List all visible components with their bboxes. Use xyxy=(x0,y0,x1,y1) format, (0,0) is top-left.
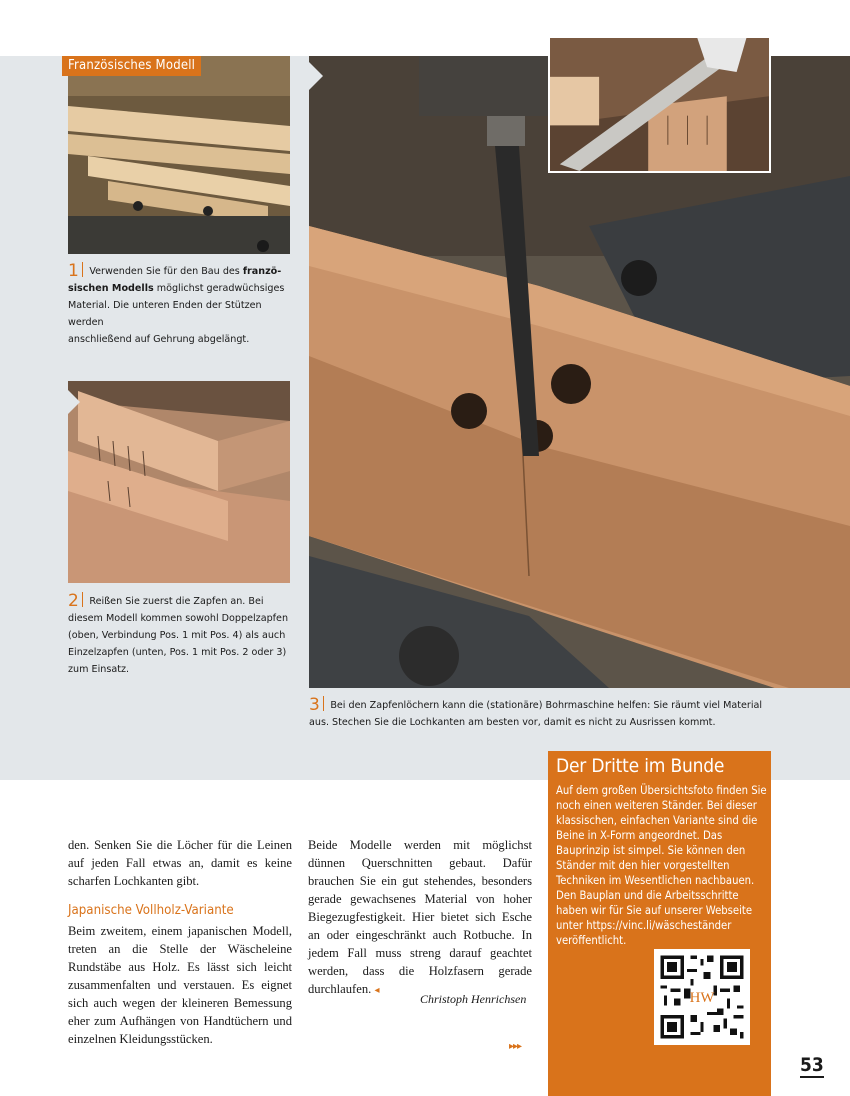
article-paragraph: Beim zweitem, einem japanischen Modell, treten an die Stelle der Wäscheleine Rundstäbe aus Holz. Es lässt sich leicht zusammenfalten und verstauen. Es eignet sich auch wegen der kleineren Bemessung eher zum Aufhängen von Handtüchern und einzelnen Kleidungsstücken. xyxy=(68,924,292,1046)
caption-2-text-5: zum Einsatz. xyxy=(68,664,130,675)
caption-2 xyxy=(68,592,290,678)
article-column-2 xyxy=(308,836,532,1000)
caption-bar xyxy=(323,696,325,711)
photo-saw-inset xyxy=(548,36,771,173)
photo-pointer-3 xyxy=(309,62,323,90)
qr-logo: HW xyxy=(689,989,715,1006)
photo-pointer-2 xyxy=(68,390,80,414)
caption-3 xyxy=(309,696,769,731)
caption-3-text: Bei den Zapfenlöchern kann die (stationäre) Bohrmaschine helfen: Sie räumt viel Material xyxy=(330,700,763,711)
sidebar-box xyxy=(548,751,771,1096)
caption-3-text-2: aus. Stechen Sie die Lochkanten am besten vor, damit es nicht zu Ausrissen kommt. xyxy=(309,717,716,728)
caption-3-number: 3 xyxy=(309,695,320,715)
caption-1-text: Verwenden Sie für den Bau des xyxy=(89,266,243,277)
caption-2-text: Reißen Sie zuerst die Zapfen an. Bei xyxy=(89,596,264,607)
caption-bar xyxy=(82,592,84,607)
caption-1 xyxy=(68,262,290,348)
end-mark: ◂ xyxy=(374,985,380,996)
photo-tenons xyxy=(68,381,290,583)
sidebar-box-title: Der Dritte im Bunde xyxy=(556,755,725,777)
caption-2-text-2: diesem Modell kommen sowohl Doppelzapfen xyxy=(68,613,289,624)
photo-boards xyxy=(68,56,290,254)
caption-1-bold-2: sischen Modells xyxy=(68,283,154,294)
caption-2-text-4: Einzelzapfen (unten, Pos. 1 mit Pos. 2 oder 3) xyxy=(68,647,287,658)
caption-1-bold: franzö- xyxy=(242,266,282,277)
qr-code[interactable] xyxy=(654,949,750,1045)
caption-1-number: 1 xyxy=(68,261,79,281)
article-paragraph-text: Beide Modelle werden mit möglichst dünnen Querschnitten gebaut. Dafür brauchen Sie ein gut stehendes, besonders gerade gewachsenes Material von hoher Biegezugfestigkeit. Hier bietet sich Esche an oder eingeschränkt auch Rotbuche. In jedem Fall muss streng darauf geachtet werden, dass die Holzfasern gerade durchlaufen. xyxy=(308,838,532,996)
caption-1-text-2: möglichst geradwüchsiges xyxy=(153,283,285,294)
caption-2-text-3: (oben, Verbindung Pos. 1 mit Pos. 4) als auch xyxy=(68,630,286,641)
section-tag: Französisches Modell xyxy=(62,56,201,76)
article-paragraph xyxy=(308,836,532,1000)
author: Christoph Henrichsen xyxy=(420,992,527,1006)
subheading-japanese: Japanische Vollholz-Variante xyxy=(68,903,234,918)
continue-arrows: ▸▸▸ xyxy=(509,1041,522,1052)
article-column-1 xyxy=(68,836,292,1048)
caption-2-number: 2 xyxy=(68,591,79,611)
caption-bar xyxy=(82,262,84,277)
article-paragraph: den. Senken Sie die Löcher für die Leinen auf jeden Fall etwas an, damit es keine scharfen Lochkanten gibt. xyxy=(68,838,292,888)
caption-1-text-3: Material. Die unteren Enden der Stützen werden xyxy=(68,300,262,328)
sidebar-box-text: Auf dem großen Übersichtsfoto finden Sie noch einen weiteren Ständer. Bei dieser klassischen, einfachen Variante sind die Beine in X-Form angeordnet. Das Bauprinzip ist simpel. Sie können den Ständer mit den hier vorgestellten Techniken im Wesentlichen nachbauen. Den Bauplan und die Arbeitsschritte haben wir für Sie auf unserer Webseite unter https://vinc.li/wäscheständer veröffentlicht. xyxy=(556,784,767,947)
page-number: 53 xyxy=(800,1054,824,1076)
caption-1-text-4: anschließend auf Gehrung abgelängt. xyxy=(68,334,250,345)
